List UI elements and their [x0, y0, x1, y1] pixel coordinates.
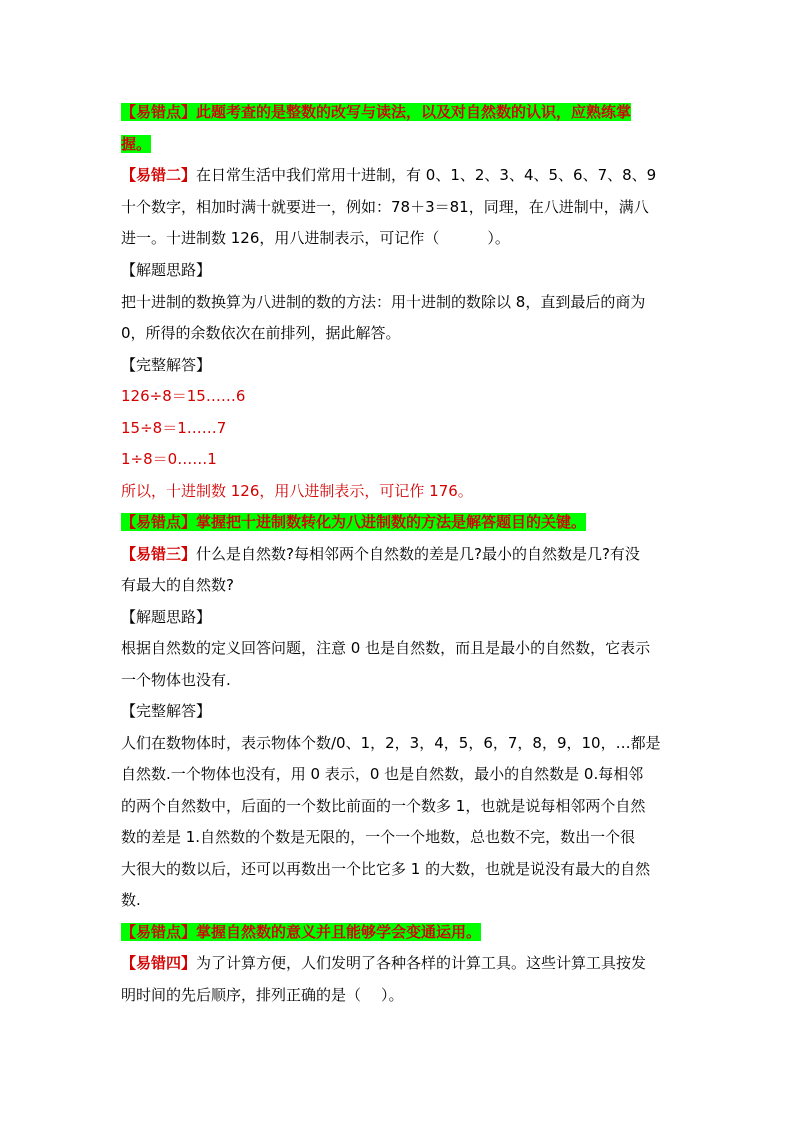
- answer-line: 数的差是 1.自然数的个数是无限的，一个一个地数，总也数不完，数出一个很: [121, 828, 636, 846]
- calculation-line: 15÷8＝1……7: [121, 419, 227, 437]
- question-label: 【易错二】: [121, 166, 197, 184]
- question-line: [121, 228, 681, 248]
- answer-line: 自然数.一个物体也没有，用 0 表示，0 也是自然数，最小的自然数是 0.每相邻: [121, 765, 644, 783]
- section-label-solution-idea: 【解题思路】: [121, 608, 212, 626]
- solution-idea-line: 0，所得的余数依次在前排列，据此解答。: [121, 324, 401, 342]
- question-text: 明时间的先后顺序，排列正确的是（: [121, 986, 362, 1004]
- question-line: [121, 544, 681, 564]
- error-note-highlight: 【易错点】此题考查的是整数的改写与读法，以及对自然数的认识，应熟练掌: [121, 103, 632, 121]
- answer-line: 大很大的数以后，还可以再数出一个比它多 1 的大数，也就是说没有最大的自然: [121, 860, 651, 878]
- note-line: [121, 512, 681, 532]
- solution-idea-line: 一个物体也没有.: [121, 671, 231, 689]
- question-label: 【易错四】: [121, 954, 197, 972]
- calculation-line: 126÷8＝15……6: [121, 387, 246, 405]
- question-line: [121, 953, 681, 973]
- question-text: 为了计算方便，人们发明了各种各样的计算工具。这些计算工具按发: [196, 954, 647, 972]
- section-label-solution-idea: 【解题思路】: [121, 261, 212, 279]
- solution-idea-line: 根据自然数的定义回答问题，注意 0 也是自然数，而且是最小的自然数，它表示: [121, 639, 651, 657]
- question-line: [121, 985, 681, 1005]
- note-line: [121, 102, 681, 122]
- error-note-highlight: 【易错点】掌握自然数的意义并且能够学会变通运用。: [121, 923, 482, 941]
- question-line: 有最大的自然数?: [121, 576, 234, 594]
- question-text: ）。: [487, 229, 510, 247]
- answer-conclusion: 所以，十进制数 126，用八进制表示，可记作 176。: [121, 482, 473, 500]
- question-label: 【易错三】: [121, 545, 197, 563]
- question-text: 什么是自然数?每相邻两个自然数的差是几?最小的自然数是几?有没: [196, 545, 640, 563]
- section-label-full-answer: 【完整解答】: [121, 356, 212, 374]
- question-line: [121, 165, 681, 185]
- note-line: [121, 134, 681, 154]
- error-note-highlight: 【易错点】掌握把十进制数转化为八进制数的方法是解答题目的关键。: [121, 513, 587, 531]
- section-label-full-answer: 【完整解答】: [121, 702, 212, 720]
- solution-idea-line: 把十进制的数换算为八进制的数的方法：用十进制的数除以 8，直到最后的商为: [121, 293, 646, 311]
- answer-line: 数.: [121, 891, 141, 909]
- question-text: ）。: [381, 986, 404, 1004]
- answer-line: 人们在数物体时，表示物体个数/0、1，2，3，4，5，6，7，8，9，10，…都是: [121, 734, 661, 752]
- error-note-highlight: 握。: [121, 135, 152, 153]
- calculation-line: 1÷8＝0……1: [121, 450, 217, 468]
- note-line: [121, 922, 681, 942]
- question-text: 在日常生活中我们常用十进制，有 0、1、2、3、4、5、6、7、8、9: [196, 166, 657, 184]
- question-line: 十个数字，相加时满十就要进一，例如：78＋3＝81，同理，在八进制中，满八: [121, 198, 649, 216]
- question-text: 进一。十进制数 126，用八进制表示，可记作（: [121, 229, 440, 247]
- answer-line: 的两个自然数中，后面的一个数比前面的一个数多 1，也就是说每相邻两个自然: [121, 797, 646, 815]
